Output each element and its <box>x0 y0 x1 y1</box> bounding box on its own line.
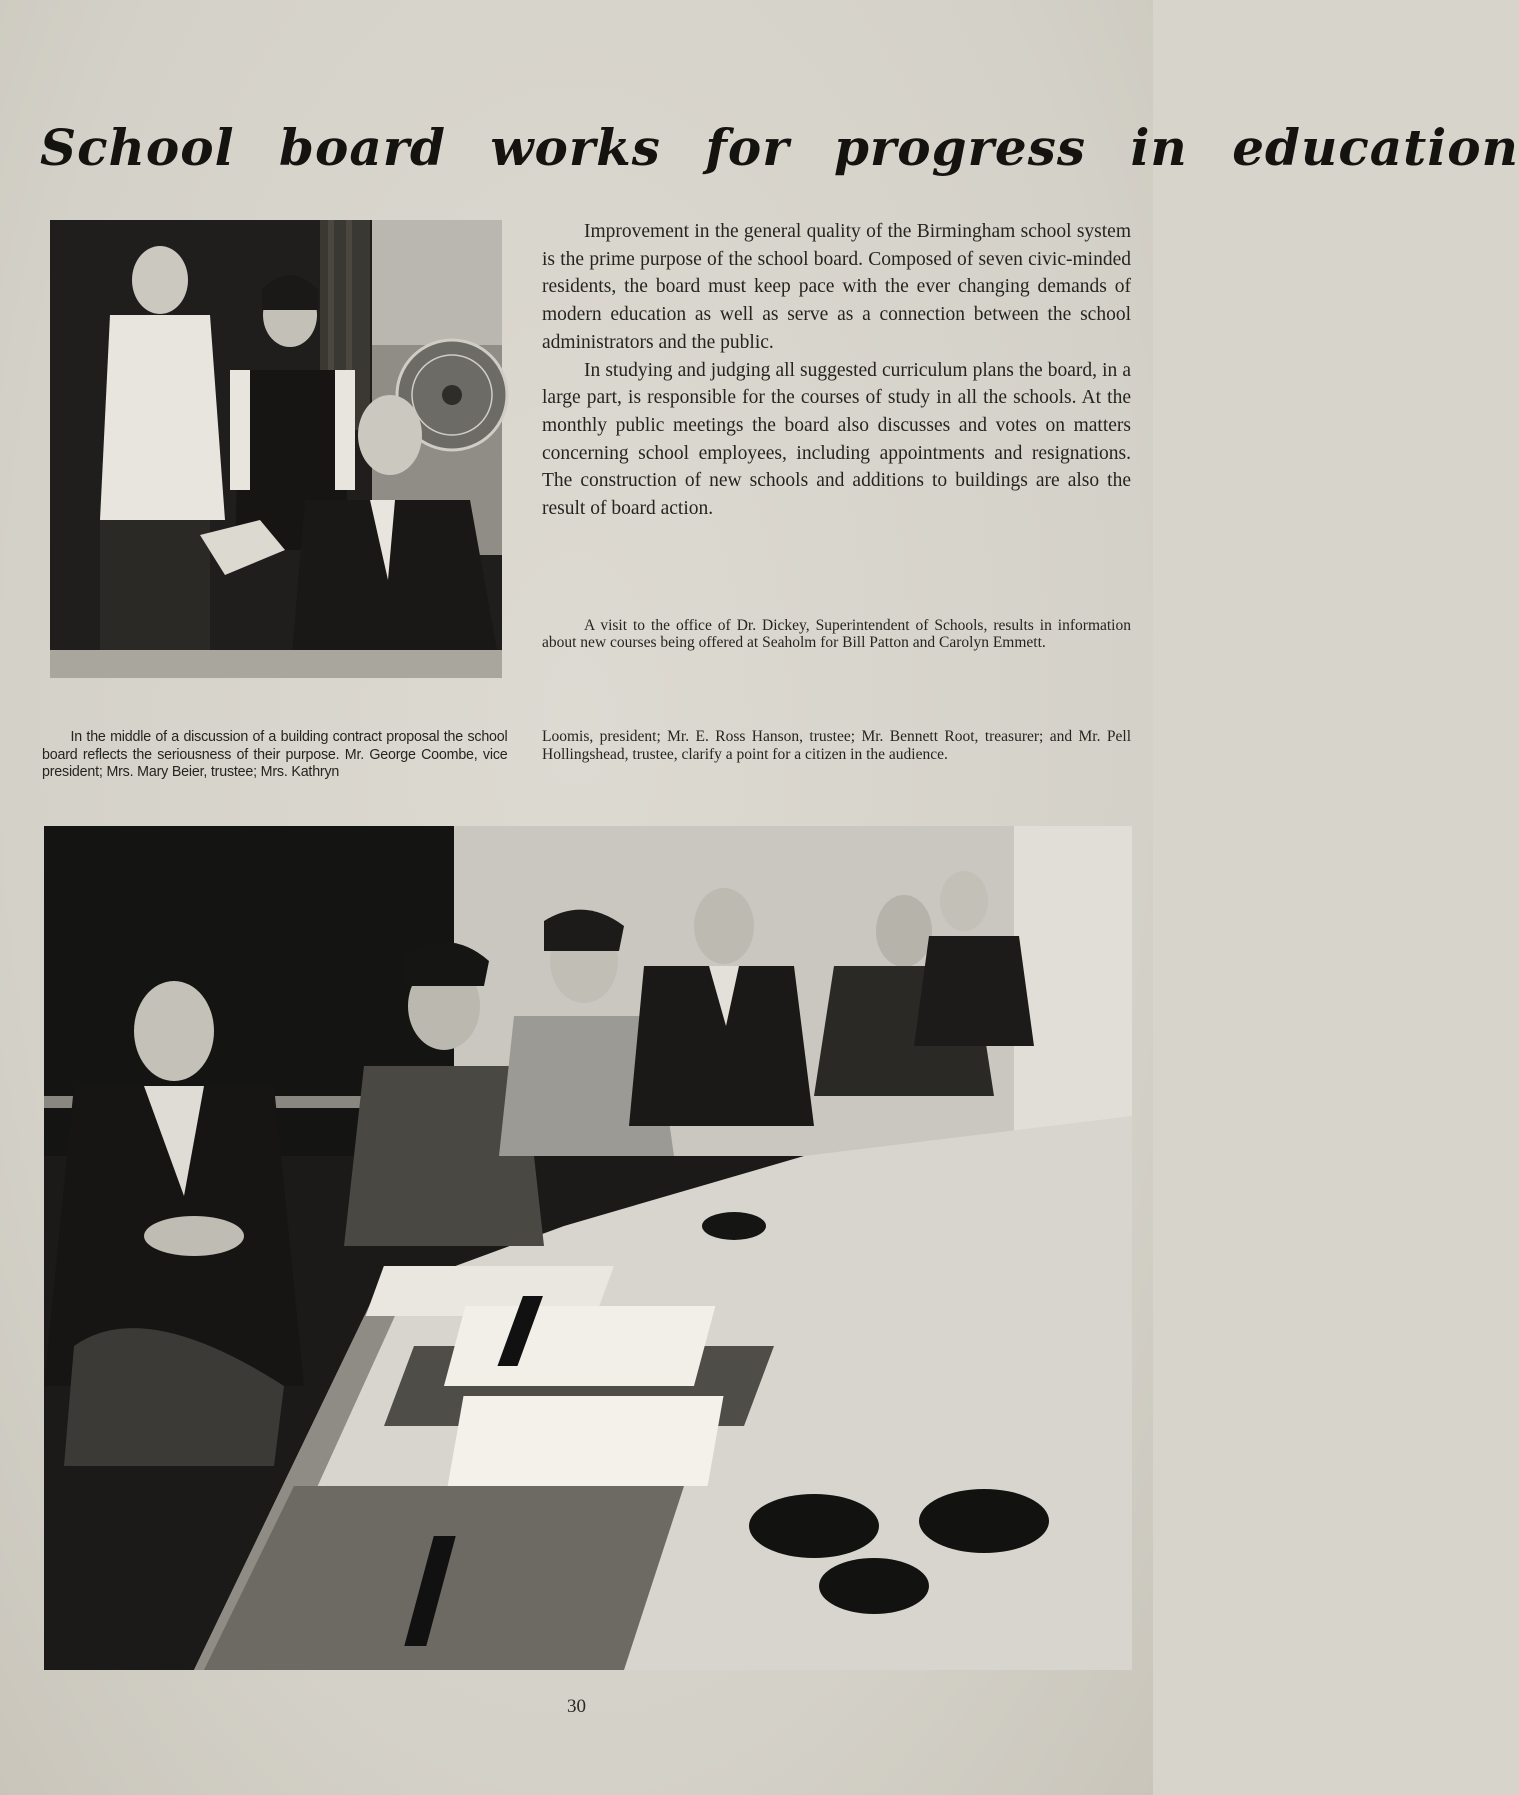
board-meeting-caption-left: In the middle of a discussion of a building contract proposal the school board reflects the seriousness of their purpose. Mr. George Coombe, vice president; Mrs. Mary Beier, trustee; Mrs. Kathryn <box>42 728 508 780</box>
intro-paragraph: Improvement in the general quality of the Birmingham school system is the prime purpose of the school board. Composed of seven civic-minded residents, the board must keep pace with the ever changing demands of modern education as well as serve as a connection between the school administrators and the public. <box>542 221 1131 353</box>
photograph-office-visit-icon <box>50 220 502 678</box>
intro-text <box>542 218 1131 523</box>
board-meeting-caption-right: Loomis, president; Mr. E. Ross Hanson, trustee; Mr. Bennett Root, treasurer; and Mr. Pell Hollingshead, trustee, clarify a point for a citizen in the audience. <box>542 728 1131 763</box>
board-meeting-photo <box>44 826 1132 1670</box>
office-visit-photo <box>50 220 502 678</box>
office-visit-caption: A visit to the office of Dr. Dickey, Superintendent of Schools, results in information about new courses being offered at Seaholm for Bill Patton and Carolyn Emmett. <box>542 617 1131 651</box>
page-number: 30 <box>567 1696 586 1717</box>
photograph-board-meeting-icon <box>44 826 1132 1670</box>
page-title: School board works for progress in education <box>40 118 1519 177</box>
intro-paragraph: In studying and judging all suggested curriculum plans the board, in a large part, is responsible for the courses of study in all the schools. At the monthly public meetings the board also discusses and votes on matters concerning school employees, including appointments and resignations. The construction of new schools and additions to buildings are also the result of board action. <box>542 359 1131 520</box>
